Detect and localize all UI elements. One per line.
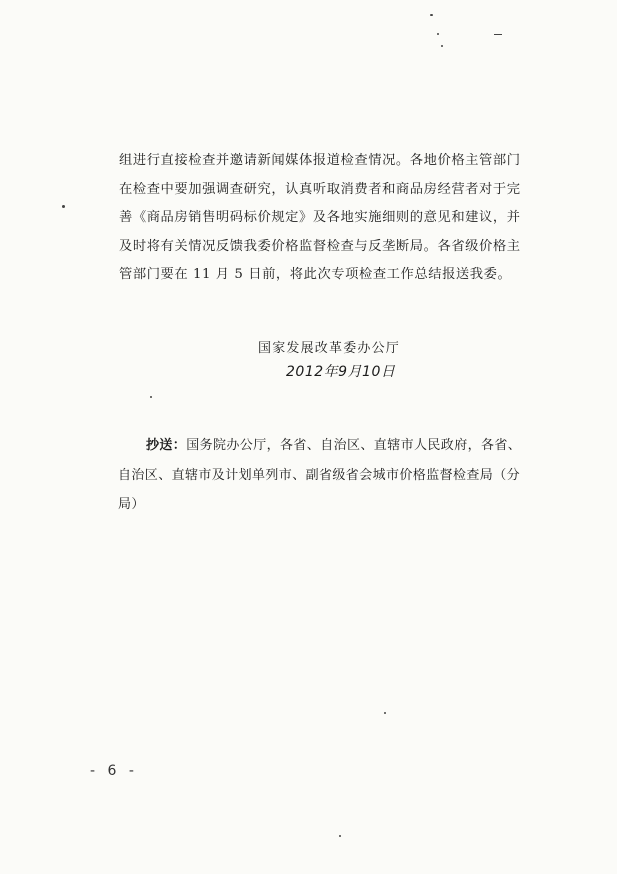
issuing-office: 国家发展改革委办公厅 (258, 341, 401, 356)
scan-speck (430, 14, 433, 16)
body-line: 及时将有关情况反馈我委价格监督检查与反垄断局。各省级价格主 (119, 239, 521, 254)
scan-speck (437, 33, 439, 35)
scan-speck (150, 396, 152, 398)
scan-speck (62, 205, 65, 208)
body-line: 在检查中要加强调查研究，认真听取消费者和商品房经营者对于完 (119, 182, 521, 197)
cc-line-3: 局） (118, 497, 145, 512)
cc-label: 抄送： (146, 438, 187, 453)
scan-speck (339, 835, 341, 837)
cc-line-1 (146, 437, 521, 455)
scan-speck (384, 712, 386, 714)
body-line: 组进行直接检查并邀请新闻媒体报道检查情况。各地价格主管部门 (119, 153, 521, 168)
body-line: 善《商品房销售明码标价规定》及各地实施细则的意见和建议，并 (119, 210, 521, 225)
issue-date: 2012年9月10日 (286, 364, 396, 380)
scan-speck (441, 45, 443, 47)
cc-recipients: 国务院办公厅，各省、自治区、直辖市人民政府，各省、 (186, 438, 522, 453)
page-number: - 6 - (90, 763, 138, 779)
scan-speck (494, 34, 502, 35)
body-line: 管部门要在 11 月 5 日前，将此次专项检查工作总结报送我委。 (119, 267, 512, 282)
cc-line-2: 自治区、直辖市及计划单列市、副省级省会城市价格监督检查局（分 (118, 468, 521, 483)
